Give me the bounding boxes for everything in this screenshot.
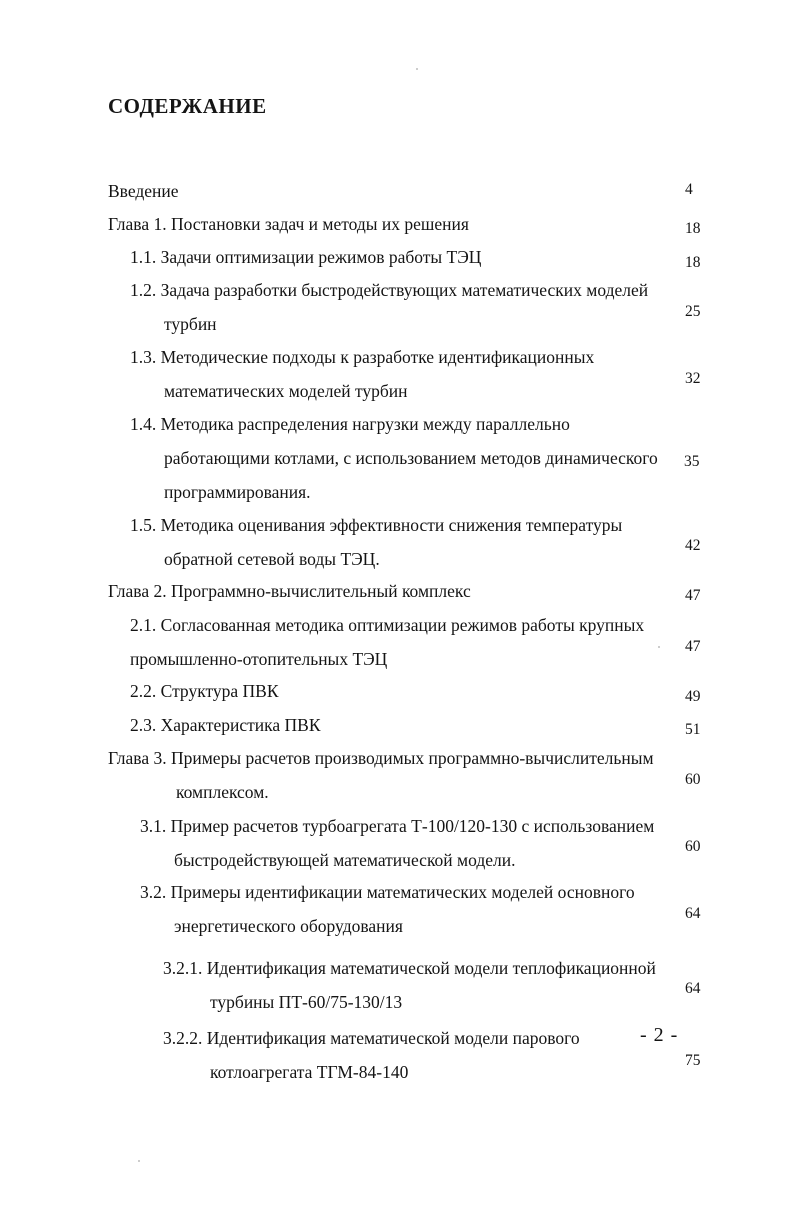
scan-speck [138, 1160, 140, 1162]
toc-entry [108, 741, 654, 809]
toc-entry-text: Введение [108, 181, 179, 201]
toc-entry [140, 875, 635, 943]
toc-page-number: 4 [685, 181, 693, 198]
toc-entry-text: математических моделей турбин [164, 381, 408, 401]
toc-entry-text: 3.1. Пример расчетов турбоагрегата Т-100/120-130 с использованием [140, 816, 655, 836]
toc-page-number: 64 [685, 980, 701, 997]
toc-entry-text: Глава 1. Постановки задач и методы их решения [108, 214, 469, 234]
toc-entry-text: котлоагрегата ТГМ-84-140 [210, 1062, 409, 1082]
toc-entry-text: 3.2.1. Идентификация математической модели теплофикационной [163, 958, 656, 978]
toc-page-number: 64 [685, 905, 701, 922]
page-title: СОДЕРЖАНИЕ [108, 94, 267, 118]
toc-entry [130, 608, 644, 676]
toc-entry [130, 340, 594, 408]
toc-entry-text: Глава 3. Примеры расчетов производимых программно-вычислительным [108, 748, 654, 768]
toc-page-number: 25 [685, 303, 701, 320]
toc-entry-text: обратной сетевой воды ТЭЦ. [164, 549, 380, 569]
toc-page-number: 18 [685, 220, 701, 237]
toc-entry-text: 2.2. Структура ПВК [130, 681, 279, 701]
toc-page-number: 47 [685, 587, 701, 604]
toc-entry-text: Глава 2. Программно-вычислительный комплекс [108, 581, 471, 601]
toc-entry-text: турбин [164, 314, 217, 334]
toc-entry [140, 809, 654, 877]
toc-entry [130, 708, 321, 742]
toc-entry-text: комплексом. [176, 782, 269, 802]
toc-entry [108, 574, 471, 608]
scan-speck [416, 68, 418, 70]
toc-entry [130, 240, 481, 274]
toc-page-number: 32 [685, 370, 701, 387]
toc-entry [130, 273, 648, 341]
page-number-footer: - 2 - [640, 1024, 679, 1046]
toc-entry-text: быстродействующей математической модели. [174, 850, 516, 870]
toc-entry-text: программирования. [164, 482, 311, 502]
toc-entry-text: 1.3. Методические подходы к разработке идентификационных [130, 347, 595, 367]
toc-entry-text: 2.1. Согласованная методика оптимизации режимов работы крупных [130, 615, 645, 635]
scan-speck [658, 646, 660, 648]
toc-entry-text: 1.5. Методика оценивания эффективности снижения температуры [130, 515, 623, 535]
toc-entry [108, 174, 179, 208]
toc-entry [130, 407, 658, 509]
toc-page-number: 75 [685, 1052, 701, 1069]
toc-entry-text: 3.2. Примеры идентификации математических моделей основного [140, 882, 635, 902]
toc-entry-text: 2.3. Характеристика ПВК [130, 715, 321, 735]
toc-entry-text: 1.2. Задача разработки быстродействующих математических моделей [130, 280, 649, 300]
toc-page-number: 60 [685, 838, 701, 855]
toc-page-number: 42 [685, 537, 701, 554]
toc-entry-text: работающими котлами, с использованием методов динамического [164, 448, 658, 468]
toc-page-number: 51 [685, 721, 701, 738]
toc-entry [130, 508, 622, 576]
toc-entry [163, 951, 656, 1019]
toc-entry [108, 207, 469, 241]
toc-entry-text: 1.1. Задачи оптимизации режимов работы ТЭЦ [130, 247, 482, 267]
toc-entry-text: 3.2.2. Идентификация математической модели парового [163, 1028, 580, 1048]
toc-entry [163, 1021, 580, 1089]
toc-entry [130, 674, 279, 708]
toc-page-number: 60 [685, 771, 701, 788]
toc-page-number: 49 [685, 688, 701, 705]
toc-page-number: 47 [685, 638, 701, 655]
toc-page-number: 18 [685, 254, 701, 271]
toc-entry-text: 1.4. Методика распределения нагрузки между параллельно [130, 414, 570, 434]
toc-entry-text: промышленно-отопительных ТЭЦ [130, 649, 388, 669]
toc-page-number: 35 [684, 453, 700, 470]
toc-entry-text: энергетического оборудования [174, 916, 403, 936]
toc-entry-text: турбины ПТ-60/75-130/13 [210, 992, 403, 1012]
